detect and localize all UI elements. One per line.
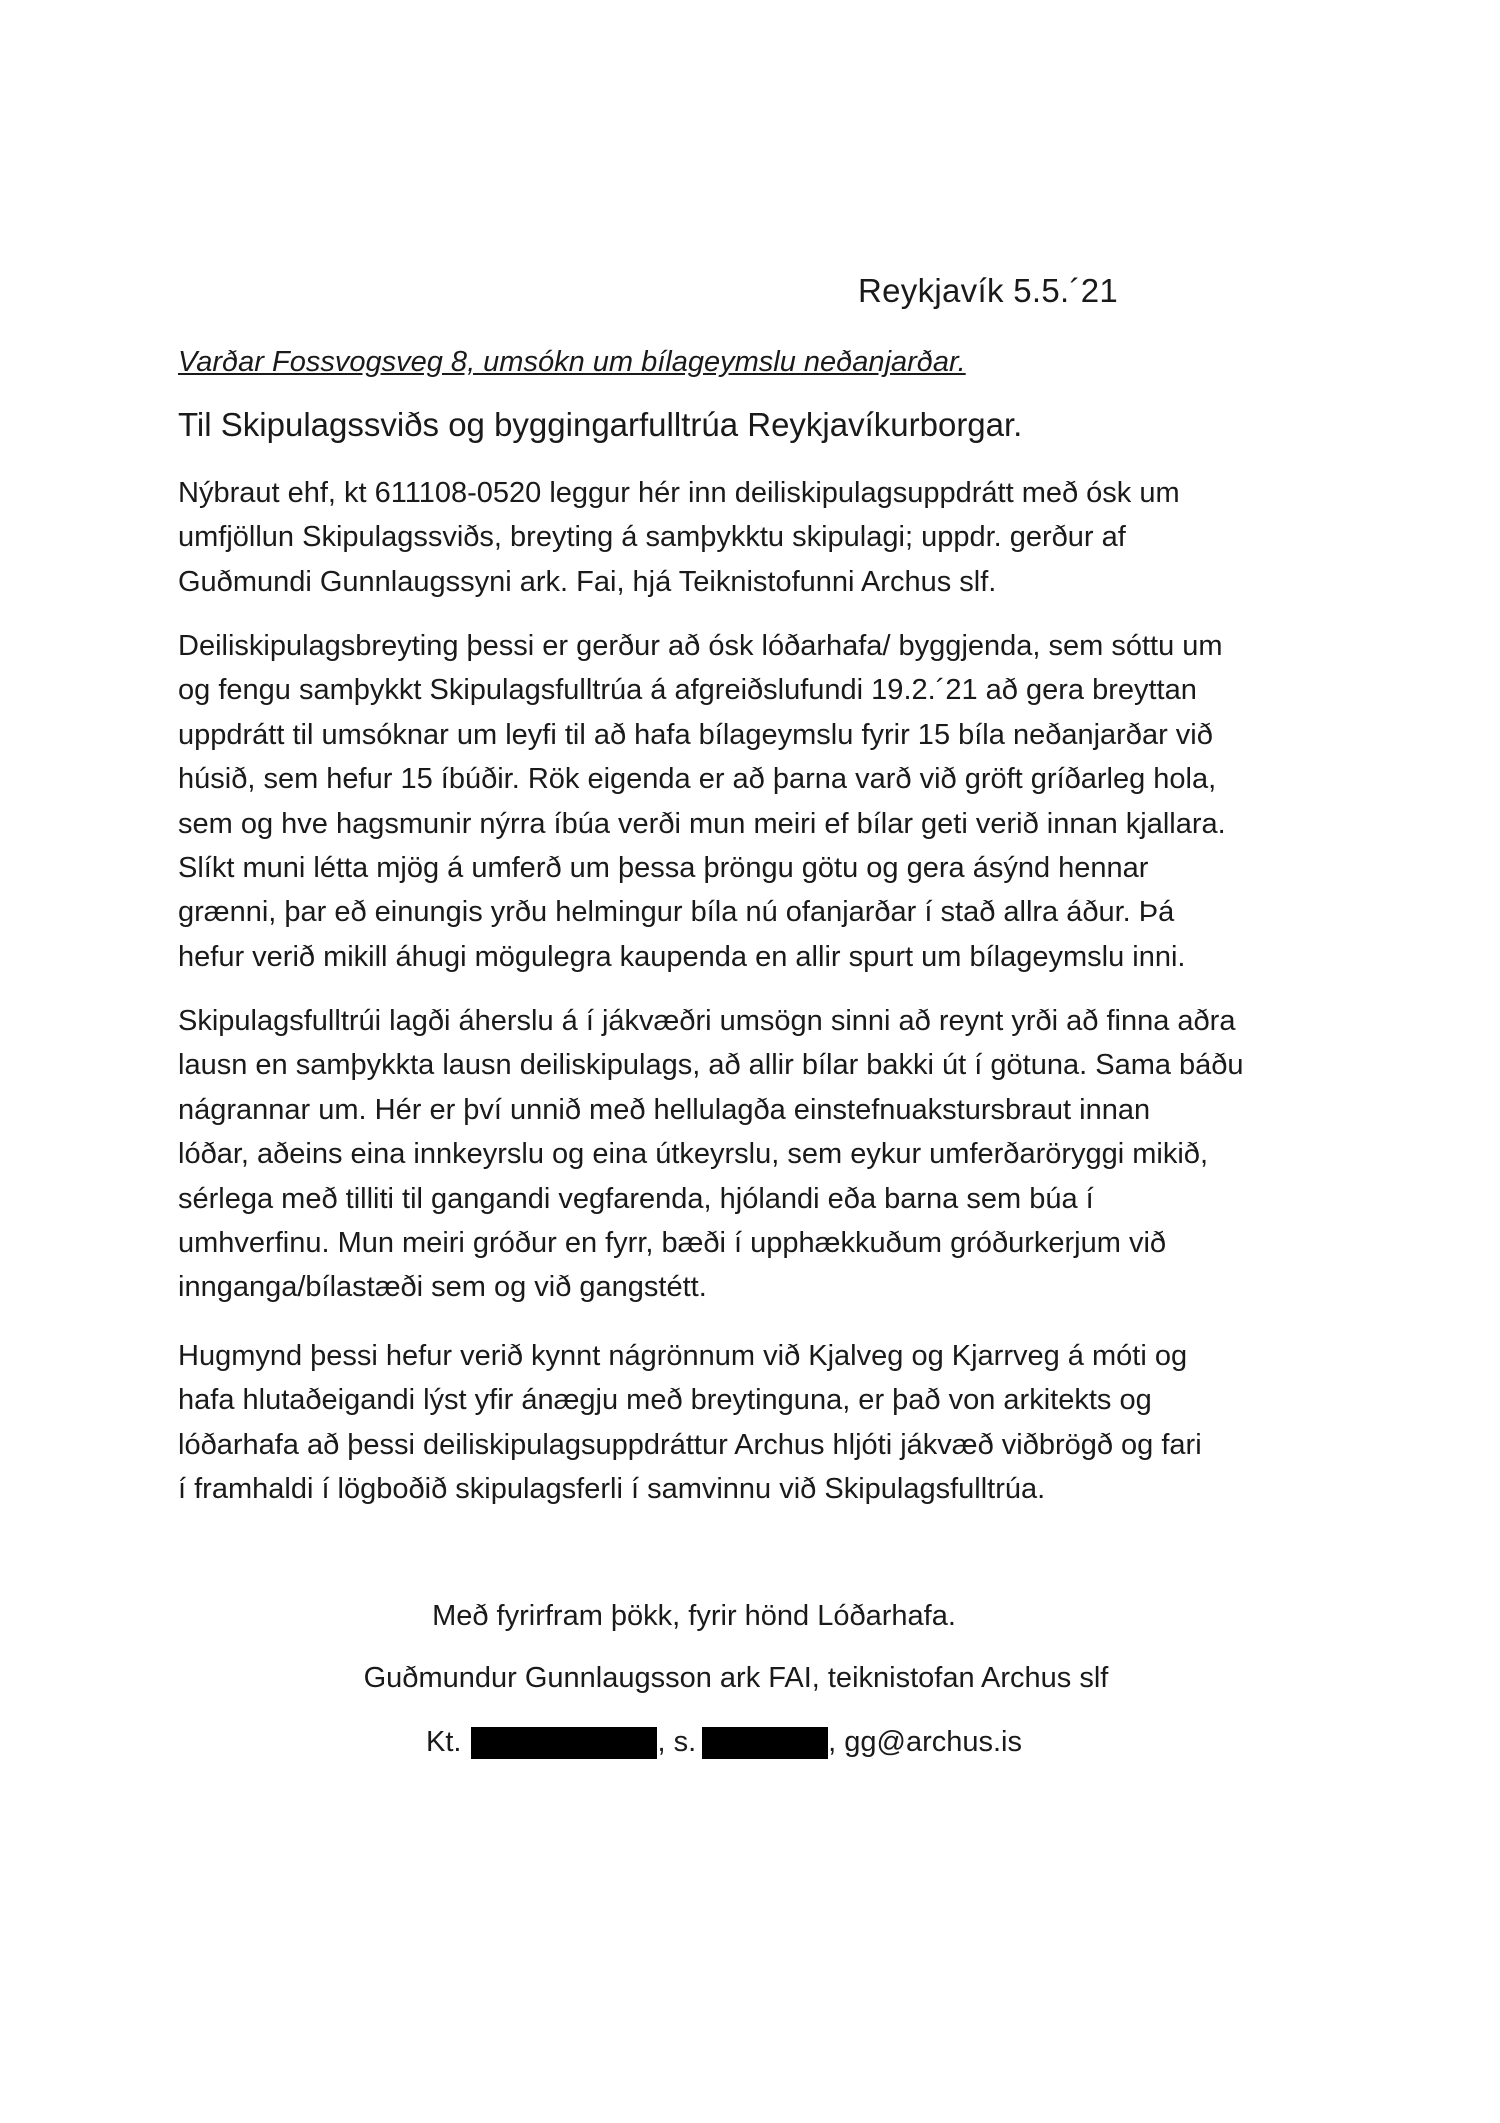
paragraph-line: og fengu samþykkt Skipulagsfulltrúa á afgreiðslufundi 19.2.´21 að gera breyttan <box>178 674 1197 707</box>
paragraph-line: innganga/bílastæði sem og við gangstétt. <box>178 1271 707 1304</box>
paragraph-line: sérlega með tilliti til gangandi vegfarenda, hjólandi eða barna sem búa í <box>178 1182 1094 1215</box>
closing-thanks: Með fyrirfram þökk, fyrir hönd Lóðarhafa. <box>432 1600 956 1632</box>
letter-date: Reykjavík 5.5.´21 <box>858 272 1119 309</box>
paragraph-line: Guðmundi Gunnlaugssyni ark. Fai, hjá Teiknistofunni Archus slf. <box>178 565 997 598</box>
paragraph-line: Skipulagsfulltrúi lagði áherslu á í jákvæðri umsögn sinni að reynt yrði að finna aðra <box>178 1005 1236 1037</box>
paragraph-line: grænni, þar eð einungis yrðu helmingur bíla nú ofanjarðar í stað allra áður. Þá <box>178 896 1175 929</box>
paragraph-line: Hugmynd þessi hefur verið kynnt nágrönnum við Kjalveg og Kjarrveg á móti og <box>178 1340 1188 1372</box>
phone-label: , s. <box>657 1726 697 1758</box>
paragraph-4 <box>178 1334 1348 1512</box>
paragraph-3 <box>178 999 1348 1310</box>
redaction-bar-phone <box>702 1727 828 1759</box>
paragraph-line: Nýbraut ehf, kt 611108-0520 leggur hér inn deiliskipulagsuppdrátt með ósk um <box>178 477 1180 509</box>
paragraph-2 <box>178 624 1348 979</box>
paragraph-line: sem og hve hagsmunir nýrra íbúa verði mun meiri ef bílar geti verið innan kjallara. <box>178 807 1226 840</box>
paragraph-line: lóðar, aðeins eina innkeyrslu og eina útkeyrslu, sem eykur umferðaröryggi mikið, <box>178 1138 1208 1171</box>
paragraph-line: húsið, sem hefur 15 íbúðir. Rök eigenda er að þarna varð við gröft gríðarleg hola, <box>178 763 1217 796</box>
paragraph-line: hafa hlutaðeigandi lýst yfir ánægju með breytinguna, er það von arkitekts og <box>178 1384 1152 1417</box>
paragraph-1 <box>178 471 1348 604</box>
closing-signature: Guðmundur Gunnlaugsson ark FAI, teiknistofan Archus slf <box>363 1662 1109 1694</box>
paragraph-line: nágrannar um. Hér er því unnið með hellulagða einstefnuakstursbraut innan <box>178 1093 1151 1126</box>
paragraph-line: lausn en samþykkta lausn deiliskipulags, að allir bílar bakki út í götuna. Sama báðu <box>178 1049 1244 1082</box>
paragraph-line: í framhaldi í lögboðið skipulagsferli í samvinnu við Skipulagsfulltrúa. <box>178 1473 1046 1506</box>
paragraph-line: umfjöllun Skipulagssviðs, breyting á samþykktu skipulagi; uppdr. gerður af <box>178 521 1126 554</box>
paragraph-line: hefur verið mikill áhugi mögulegra kaupenda en allir spurt um bílageymslu inni. <box>178 940 1186 973</box>
kt-label: Kt. <box>426 1726 462 1758</box>
letter-recipient: Til Skipulagssviðs og byggingarfulltrúa Reykjavíkurborgar. <box>178 406 1023 443</box>
email-text: , gg@archus.is <box>828 1726 1022 1758</box>
paragraph-line: umhverfinu. Mun meiri gróður en fyrr, bæði í upphækkuðum gróðurkerjum við <box>178 1227 1167 1260</box>
contact-line <box>426 1726 1022 1759</box>
paragraph-line: lóðarhafa að þessi deiliskipulagsuppdráttur Archus hljóti jákvæð viðbrögð og fari <box>178 1428 1202 1461</box>
paragraph-line: uppdrátt til umsóknar um leyfi til að hafa bílageymslu fyrir 15 bíla neðanjarðar við <box>178 718 1213 751</box>
paragraph-line: Deiliskipulagsbreyting þessi er gerður að ósk lóðarhafa/ byggjenda, sem sóttu um <box>178 630 1223 662</box>
paragraph-line: Slíkt muni létta mjög á umferð um þessa þröngu götu og gera ásýnd hennar <box>178 852 1149 885</box>
letter-subject: Varðar Fossvogsveg 8, umsókn um bílageymslu neðanjarðar. <box>178 346 966 378</box>
redaction-bar-kt <box>471 1727 657 1759</box>
